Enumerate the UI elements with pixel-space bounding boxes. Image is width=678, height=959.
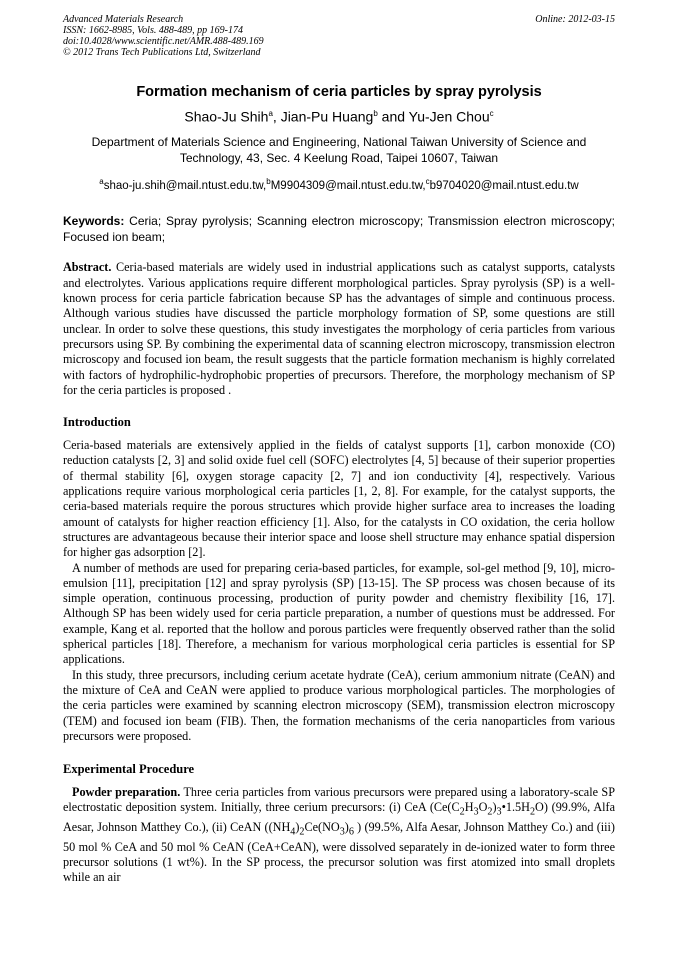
affiliation: Department of Materials Science and Engineering, National Taiwan University of Science and Technology, 43, Sec. 4 Keelung Road, Taipei 10607, Taiwan	[91, 134, 587, 165]
journal-header	[63, 14, 615, 58]
email-link[interactable]: b9704020@mail.ntust.edu.tw	[429, 179, 579, 192]
text-run: O	[478, 800, 488, 815]
text-run: )	[295, 820, 300, 835]
subscript: 3	[496, 806, 502, 818]
issn-line: ISSN: 1662-8985, Vols. 488-489, pp 169-174	[63, 25, 243, 36]
author-name: Yu-Jen Chou	[408, 108, 490, 125]
intro-paragraph: A number of methods are used for preparing ceria-based particles, for example, sol-gel method [9, 10], micro-emulsion [11], precipitation [12] and spray pyrolysis (SP) [13-15]. The SP process was chosen because of its simple operation, continuous processing, production of purity powder and chemistry flexibility [16, 17]. Although SP has been widely used for ceria particle preparation, a number of questions must be addressed. For example, Kang et al. reported that the hollow and porous particles were frequently observed rather than the solid spherical particles [18]. Therefore, a mechanism for various morphological ceria particles is essential for SP applications.	[63, 560, 615, 667]
online-date: Online: 2012-03-15	[535, 14, 615, 25]
author-list	[63, 105, 615, 126]
keywords-label: Keywords:	[63, 214, 125, 229]
paper-page	[63, 14, 615, 886]
email-link[interactable]: M9904309@mail.ntust.edu.tw,	[270, 179, 426, 192]
keywords-text: Ceria; Spray pyrolysis; Scanning electron microscopy; Transmission electron microscopy; Focused ion beam;	[63, 214, 615, 245]
text-run: O) (99.9%, Alfa Aesar, Johnson Matthey Co.), (ii) CeAN ((NH	[63, 800, 615, 835]
text-run: H	[464, 800, 474, 815]
copyright-line: © 2012 Trans Tech Publications Ltd, Switzerland	[63, 47, 261, 58]
author-sup: a	[268, 109, 273, 118]
subscript: 2	[529, 806, 536, 818]
abstract-label: Abstract.	[63, 260, 112, 275]
email-sup: b	[266, 176, 271, 186]
subscript: 6	[348, 826, 354, 838]
keywords-block	[63, 213, 615, 245]
abstract-text: Ceria-based materials are widely used in industrial applications such as catalyst supports, catalysts and electrolytes. Various applications require different morphological particles. Spray pyrolysis (SP) is a well-known process for ceria particle fabrication because SP has the advantages of simple and continuous process. Although various studies have discussed the particle morphology formation of SP, some questions are still unclear. In order to solve these questions, this study investigates the morphology of ceria particles from various precursors using SP. By combining the experimental data of scanning electron microscopy, transmission electron microscopy and focused ion beam, the result suggests that the particle formation mechanism is highly correlated with factors of hydrophilic-hydrophobic properties of precursors. Therefore, the morphology mechanism of SP for the ceria particles is proposed .	[63, 260, 615, 397]
subscript: 4	[290, 826, 296, 838]
journal-name: Advanced Materials Research	[63, 14, 184, 25]
author-name: Jian-Pu Huang	[280, 108, 374, 125]
intro-paragraph: In this study, three precursors, including cerium acetate hydrate (CeA), cerium ammonium nitrate (CeAN) and the mixture of CeA and CeAN were applied to produce various morphological particles. The morphologies of the ceria particles were examined by scanning electron microscopy (SEM), transmission electron microscopy (TEM) and focused ion beam (FIB). Then, the formation mechanisms of the ceria nanoparticles from various precursors were proposed.	[63, 667, 615, 743]
experimental-paragraph	[63, 785, 615, 886]
author-sup: c	[489, 109, 494, 118]
author-sep: ,	[272, 108, 281, 125]
experimental-heading: Experimental Procedure	[63, 762, 195, 777]
introduction-heading: Introduction	[63, 415, 131, 430]
subscript: 3	[473, 806, 479, 818]
experimental-subheading: Powder preparation.	[72, 785, 181, 800]
text-run: )	[492, 800, 497, 815]
subscript: 2	[487, 806, 493, 818]
text-run: Ce(NO	[304, 820, 340, 835]
author-name: Shao-Ju Shih	[184, 108, 269, 125]
text-run: )	[344, 820, 349, 835]
subscript: 3	[339, 826, 345, 838]
subscript: 2	[459, 806, 465, 818]
email-sup: c	[425, 176, 430, 186]
author-sep: and	[377, 108, 409, 125]
text-run: Three ceria particles from various precursors were prepared using a laboratory-scale SP electrostatic deposition system. Initially, three cerium precursors: (i) CeA (Ce(C	[63, 785, 615, 815]
doi-line: doi:10.4028/www.scientific.net/AMR.488-489.169	[63, 36, 264, 47]
email-sup: a	[99, 176, 104, 186]
subscript: 2	[299, 826, 305, 838]
email-link[interactable]: shao-ju.shih@mail.ntust.edu.tw,	[103, 179, 267, 192]
paper-title: Formation mechanism of ceria particles by spray pyrolysis	[136, 84, 542, 100]
abstract-block	[63, 260, 615, 398]
email-list	[63, 174, 615, 194]
text-run: •1.5H	[501, 800, 530, 815]
text-run: ) (99.5%, Alfa Aesar, Johnson Matthey Co.) and (iii) 50 mol % CeA and 50 mol % CeAN (CeA+CeAN), were dissolved separately in de-ionized water to form three precursor solutions (1 wt%). In the SP process, the precursor solution was first atomized into small droplets while an air	[63, 820, 615, 885]
intro-paragraph: Ceria-based materials are extensively applied in the fields of catalyst supports [1], carbon monoxide (CO) reduction catalysts [2, 3] and solid oxide fuel cell (SOFC) electrolytes [4, 5] because of their superior properties of thermal stability [6], oxygen storage capacity [2, 7] and ion conductivity [4], respectively. Various applications require various morphological ceria particles [1, 2, 8]. For example, for the catalyst supports, the ceria-based materials require the porous structures which provide higher surface area to increases the loading amount of catalysts for higher reaction efficiency [1]. Also, for the catalysts in CO oxidation, the ceria hollow structures are advantageous because their interior space and loose shell structure may enhance spatial dispersion for higher gas adsorption [2].	[63, 438, 615, 560]
author-sup: b	[373, 109, 378, 118]
